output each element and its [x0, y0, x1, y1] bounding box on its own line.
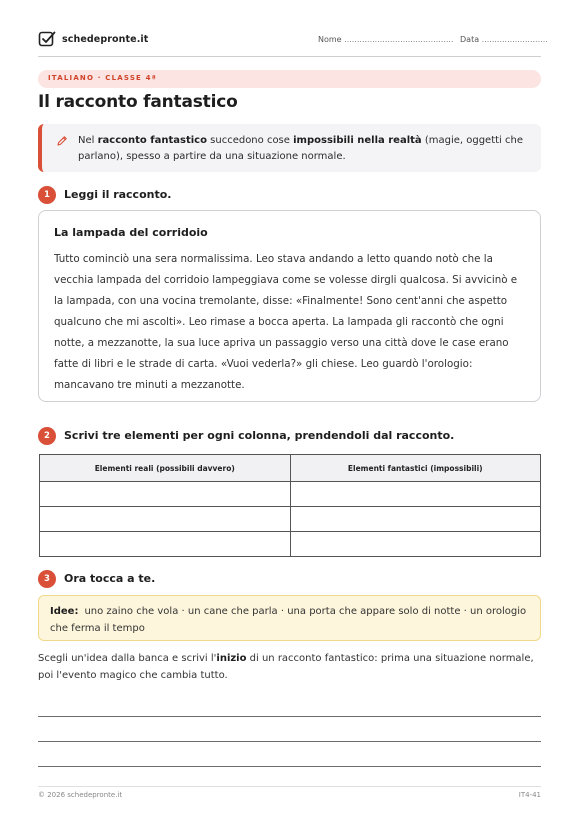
story-text: Tutto cominciò una sera normalissima. Leo stava andando a letto quando notò che la vecchia lampada del corridoio lampeggiava come se volesse dirgli qualcosa. Si avvicinò e la lampada, con una vocina tremolante, disse: «Finalmente! Sono cent'anni che aspetto qualcuno che mi ascolti». Leo rimase a bocca aperta. La lampada gli raccontò che ogni notte, a mezzanotte, la sua luce apriva un passaggio verso una città dove le case erano fatte di libri e le strade di carta. «Vuoi vederla?» gli chiese. Leo guardò l'orologio: mancavano tre minuti a mezzanotte. — [54, 253, 518, 391]
writing-line[interactable] — [38, 766, 541, 767]
date-label: Data — [460, 35, 480, 44]
column-header-fantastic: Elementi fantastici (impossibili) — [290, 455, 541, 482]
table-header-row — [40, 455, 541, 482]
story-box — [38, 210, 541, 402]
footer-copyright: © 2026 schedepronte.it — [38, 791, 123, 799]
step-number-badge: 2 — [38, 427, 56, 445]
step-number-badge: 3 — [38, 570, 56, 588]
table-row — [40, 482, 541, 507]
definition-note — [38, 124, 541, 172]
subject-tag-label: ITALIANO · CLASSE 4ª — [48, 74, 157, 82]
subject-tag — [38, 70, 541, 88]
pencil-icon — [56, 135, 68, 147]
keyword-inizio: inizio — [216, 653, 247, 664]
step-label: Leggi il racconto. — [64, 188, 172, 201]
answer-cell-real[interactable] — [40, 532, 291, 557]
page-title: Il racconto fantastico — [38, 92, 238, 112]
table-row — [40, 532, 541, 557]
page-header — [38, 29, 548, 57]
writing-line[interactable] — [38, 741, 541, 742]
ideas-label: Idee: — [50, 606, 79, 617]
footer-divider — [38, 786, 541, 787]
date-blank[interactable]: .......................... — [481, 35, 548, 44]
name-field[interactable] — [318, 35, 454, 44]
table-row — [40, 507, 541, 532]
story-title: La lampada del corridoio — [54, 226, 208, 239]
footer-code: IT4-41 — [518, 791, 541, 799]
answer-cell-real[interactable] — [40, 507, 291, 532]
writing-instruction: Scegli un'idea dalla banca e scrivi l'inizio di un racconto fantastico: prima una situazione normale, poi l'evento magico che cambia tutto. — [38, 653, 534, 681]
elements-table — [39, 454, 541, 557]
keyword-racconto-fantastico: racconto fantastico — [97, 135, 207, 146]
answer-cell-fantastic[interactable] — [290, 482, 541, 507]
name-label: Nome — [318, 35, 342, 44]
step-number-badge: 1 — [38, 186, 56, 204]
answer-cell-fantastic[interactable] — [290, 507, 541, 532]
writing-line[interactable] — [38, 716, 541, 717]
step-label: Scrivi tre elementi per ogni colonna, prendendoli dal racconto. — [64, 429, 455, 442]
ideas-text — [50, 603, 530, 637]
ideas-list: uno zaino che vola · un cane che parla · una porta che appare solo di notte · un orologio che ferma il tempo — [50, 606, 527, 634]
answer-cell-real[interactable] — [40, 482, 291, 507]
answer-cell-fantastic[interactable] — [290, 532, 541, 557]
checkbox-check-icon — [38, 30, 56, 48]
keyword-impossibili: impossibili nella realtà — [293, 135, 422, 146]
step-label: Ora tocca a te. — [64, 572, 156, 585]
definition-text: Nel racconto fantastico succedono cose impossibili nella realtà (magie, oggetti che parlano), spesso a partire da una situazione normale. — [78, 135, 523, 162]
name-blank[interactable]: ........................................... — [344, 35, 454, 44]
column-header-real: Elementi reali (possibili davvero) — [40, 455, 291, 482]
date-field[interactable] — [460, 35, 548, 44]
ideas-bank — [38, 595, 541, 641]
site-name: schedepronte.it — [62, 34, 149, 45]
